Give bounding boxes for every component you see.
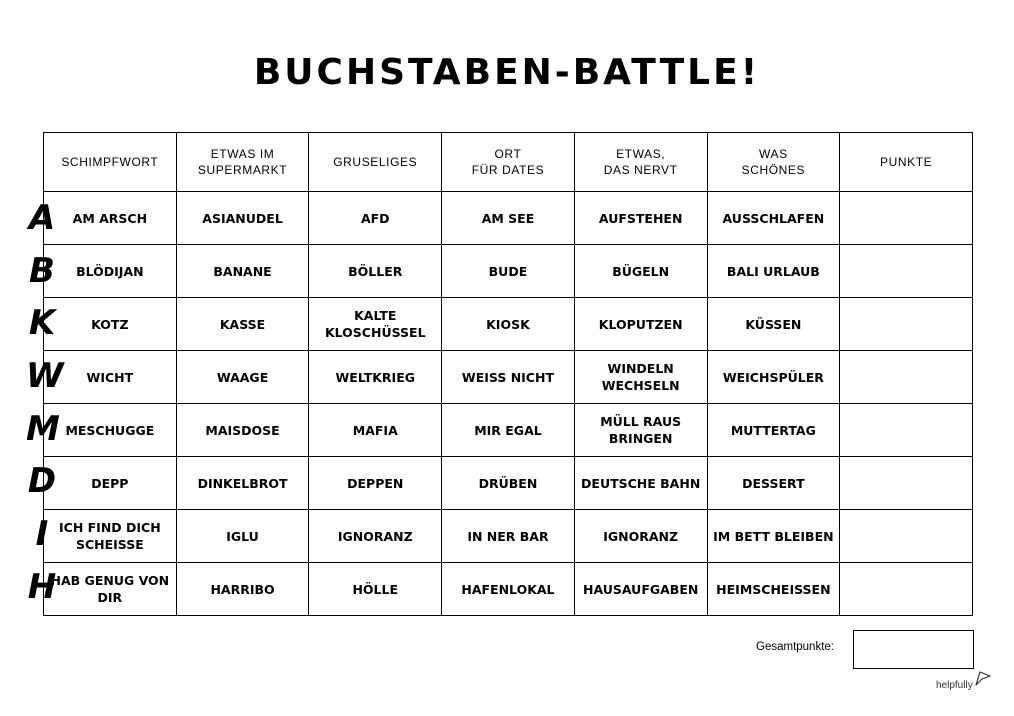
cell-gruseliges: KALTE KLOSCHÜSSEL <box>309 298 442 351</box>
cell-etwas-das-nervt: MÜLL RAUS BRINGEN <box>574 404 707 457</box>
cell-ort-fuer-dates: BUDE <box>442 245 575 298</box>
cell-gruseliges: HÖLLE <box>309 563 442 616</box>
cell-was-schoenes: HEIMSCHEISSEN <box>707 563 840 616</box>
table-row <box>44 298 973 351</box>
cell-etwas-das-nervt: HAUSAUFGABEN <box>574 563 707 616</box>
column-header-supermarkt: ETWAS IM SUPERMARKT <box>176 133 309 192</box>
cell-supermarkt: ASIANUDEL <box>176 192 309 245</box>
column-header-was-schoenes: WAS SCHÖNES <box>707 133 840 192</box>
cell-supermarkt: MAISDOSE <box>176 404 309 457</box>
brand-logo-text: helpfully <box>936 680 973 691</box>
cell-ort-fuer-dates: HAFENLOKAL <box>442 563 575 616</box>
table-row <box>44 192 973 245</box>
cell-gruseliges: BÖLLER <box>309 245 442 298</box>
table-row <box>44 563 973 616</box>
cell-ort-fuer-dates: DRÜBEN <box>442 457 575 510</box>
page-title: BUCHSTABEN-BATTLE! <box>253 52 761 93</box>
cell-schimpfwort: MESCHUGGE <box>44 404 177 457</box>
cell-etwas-das-nervt: AUFSTEHEN <box>574 192 707 245</box>
cell-was-schoenes: BALI URLAUB <box>707 245 840 298</box>
row-letter: A <box>28 198 56 238</box>
cell-punkte[interactable] <box>840 192 973 245</box>
cell-punkte[interactable] <box>840 510 973 563</box>
column-header-gruseliges: GRUSELIGES <box>309 133 442 192</box>
table-body <box>44 192 973 616</box>
cell-gruseliges: MAFIA <box>309 404 442 457</box>
cell-supermarkt: IGLU <box>176 510 309 563</box>
flag-icon <box>974 670 992 691</box>
cell-ort-fuer-dates: AM SEE <box>442 192 575 245</box>
cell-supermarkt: WAAGE <box>176 351 309 404</box>
cell-schimpfwort: WICHT <box>44 351 177 404</box>
total-points-box[interactable] <box>853 630 974 669</box>
cell-punkte[interactable] <box>840 457 973 510</box>
cell-punkte[interactable] <box>840 245 973 298</box>
cell-punkte[interactable] <box>840 563 973 616</box>
cell-ort-fuer-dates: WEISS NICHT <box>442 351 575 404</box>
row-letter: B <box>29 250 55 291</box>
table-row <box>44 457 973 510</box>
cell-gruseliges: DEPPEN <box>309 457 442 510</box>
cell-schimpfwort: KOTZ <box>44 298 177 351</box>
cell-was-schoenes: WEICHSPÜLER <box>707 351 840 404</box>
cell-was-schoenes: IM BETT BLEIBEN <box>707 510 840 563</box>
row-letter: M <box>26 408 60 449</box>
cell-schimpfwort: DEPP <box>44 457 177 510</box>
cell-ort-fuer-dates: KIOSK <box>442 298 575 351</box>
cell-etwas-das-nervt: KLOPUTZEN <box>574 298 707 351</box>
column-header-ort-fuer-dates: ORT FÜR DATES <box>442 133 575 192</box>
cell-supermarkt: DINKELBROT <box>176 457 309 510</box>
cell-ort-fuer-dates: MIR EGAL <box>442 404 575 457</box>
cell-punkte[interactable] <box>840 404 973 457</box>
cell-was-schoenes: KÜSSEN <box>707 298 840 351</box>
table-row <box>44 351 973 404</box>
cell-was-schoenes: AUSSCHLAFEN <box>707 192 840 245</box>
row-letter: I <box>35 514 49 555</box>
cell-punkte[interactable] <box>840 351 973 404</box>
cell-schimpfwort: HAB GENUG VON DIR <box>44 563 177 616</box>
cell-was-schoenes: DESSERT <box>707 457 840 510</box>
cell-etwas-das-nervt: IGNORANZ <box>574 510 707 563</box>
header-row <box>44 133 973 192</box>
cell-ort-fuer-dates: IN NER BAR <box>442 510 575 563</box>
cell-gruseliges: IGNORANZ <box>309 510 442 563</box>
row-letter: K <box>28 303 56 344</box>
cell-was-schoenes: MUTTERTAG <box>707 404 840 457</box>
cell-gruseliges: WELTKRIEG <box>309 351 442 404</box>
cell-supermarkt: KASSE <box>176 298 309 351</box>
cell-schimpfwort: BLÖDIJAN <box>44 245 177 298</box>
column-header-etwas-das-nervt: ETWAS, DAS NERVT <box>574 133 707 192</box>
column-header-schimpfwort: SCHIMPFWORT <box>44 133 177 192</box>
table-row <box>44 245 973 298</box>
cell-punkte[interactable] <box>840 298 973 351</box>
battle-table <box>43 132 973 616</box>
letter-column <box>26 192 64 614</box>
total-label: Gesamtpunkte: <box>756 641 834 653</box>
cell-etwas-das-nervt: DEUTSCHE BAHN <box>574 457 707 510</box>
cell-supermarkt: BANANE <box>176 245 309 298</box>
row-letter: H <box>27 566 57 607</box>
cell-supermarkt: HARRIBO <box>176 563 309 616</box>
cell-gruseliges: AFD <box>309 192 442 245</box>
table-row <box>44 510 973 563</box>
table-row <box>44 404 973 457</box>
row-letter: D <box>27 461 57 502</box>
cell-schimpfwort: AM ARSCH <box>44 192 177 245</box>
cell-schimpfwort: ICH FIND DICH SCHEISSE <box>44 510 177 563</box>
cell-etwas-das-nervt: WINDELN WECHSELN <box>574 351 707 404</box>
column-header-punkte: PUNKTE <box>840 133 973 192</box>
row-letter: W <box>26 356 64 397</box>
cell-etwas-das-nervt: BÜGELN <box>574 245 707 298</box>
